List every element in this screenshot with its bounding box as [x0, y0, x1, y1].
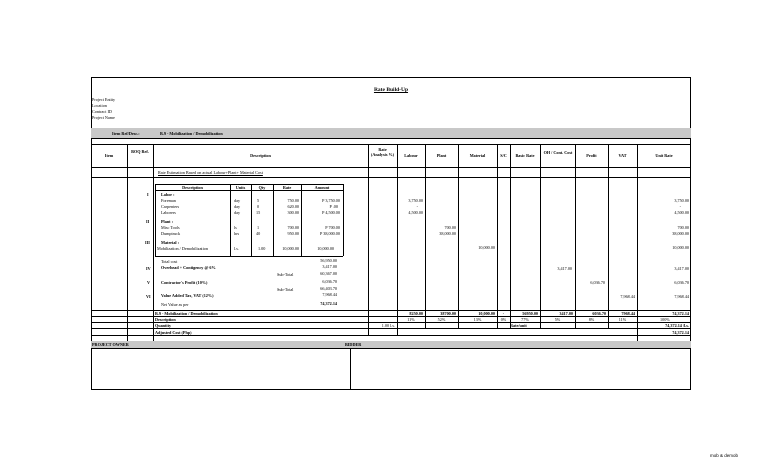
project-owner-label: PROJECT OWNER	[92, 342, 129, 347]
section-title: Plant :	[161, 219, 173, 224]
project-name-label: Project Name	[92, 115, 115, 120]
sheet-title: Rate Build-Up	[373, 87, 409, 93]
bidder-label: BIDDER	[345, 342, 362, 347]
sub-col-rate: Rate	[282, 185, 292, 190]
col-material: Material	[469, 153, 486, 158]
col-boq-ref: BOQ Ref.	[131, 149, 149, 154]
project-entity-label: Project Entity	[92, 97, 116, 102]
footer-bar	[91, 341, 691, 348]
col-description: Description	[250, 153, 271, 158]
col-labour: Labour	[404, 153, 418, 158]
col-vat: VAT	[618, 153, 627, 158]
section-roman: III	[145, 240, 150, 245]
location-label: Location	[92, 103, 107, 108]
col-sc: S/C	[500, 153, 507, 158]
col-unit-rate: Unit Rate	[655, 153, 673, 158]
material-cell: 10,000.00	[478, 245, 495, 250]
col-item: Item	[104, 153, 114, 158]
sub-col-units: Units	[235, 185, 246, 190]
section-roman: I	[147, 192, 149, 197]
col-rate-analysis: Rate (Analysis %)	[370, 147, 395, 157]
section-roman: II	[146, 219, 150, 224]
contract-id-label: Contract ID	[92, 109, 112, 114]
item-ref-label: Item Ref/Desc.:	[112, 131, 140, 136]
section-title: Material :	[161, 240, 180, 245]
sub-col-amount: Amount	[314, 185, 330, 190]
section-title: Labor :	[161, 192, 175, 197]
col-plant: Plant	[436, 153, 447, 158]
col-profit: Profit	[586, 153, 597, 158]
item-ref-value: B.9 - Mobilization / Demobilization	[160, 131, 223, 136]
col-oh-cont: OH / Cont. Cost	[543, 150, 573, 155]
estimation-note: Rate Estimation Based on actual Labour+Plant+ Material Cost	[158, 170, 263, 175]
col-basic-rate: Basic Rate	[515, 153, 535, 158]
page-tag: mob & demob	[710, 453, 739, 458]
sub-col-qty: Qty	[258, 185, 266, 190]
sub-col-description: Description	[182, 185, 203, 190]
